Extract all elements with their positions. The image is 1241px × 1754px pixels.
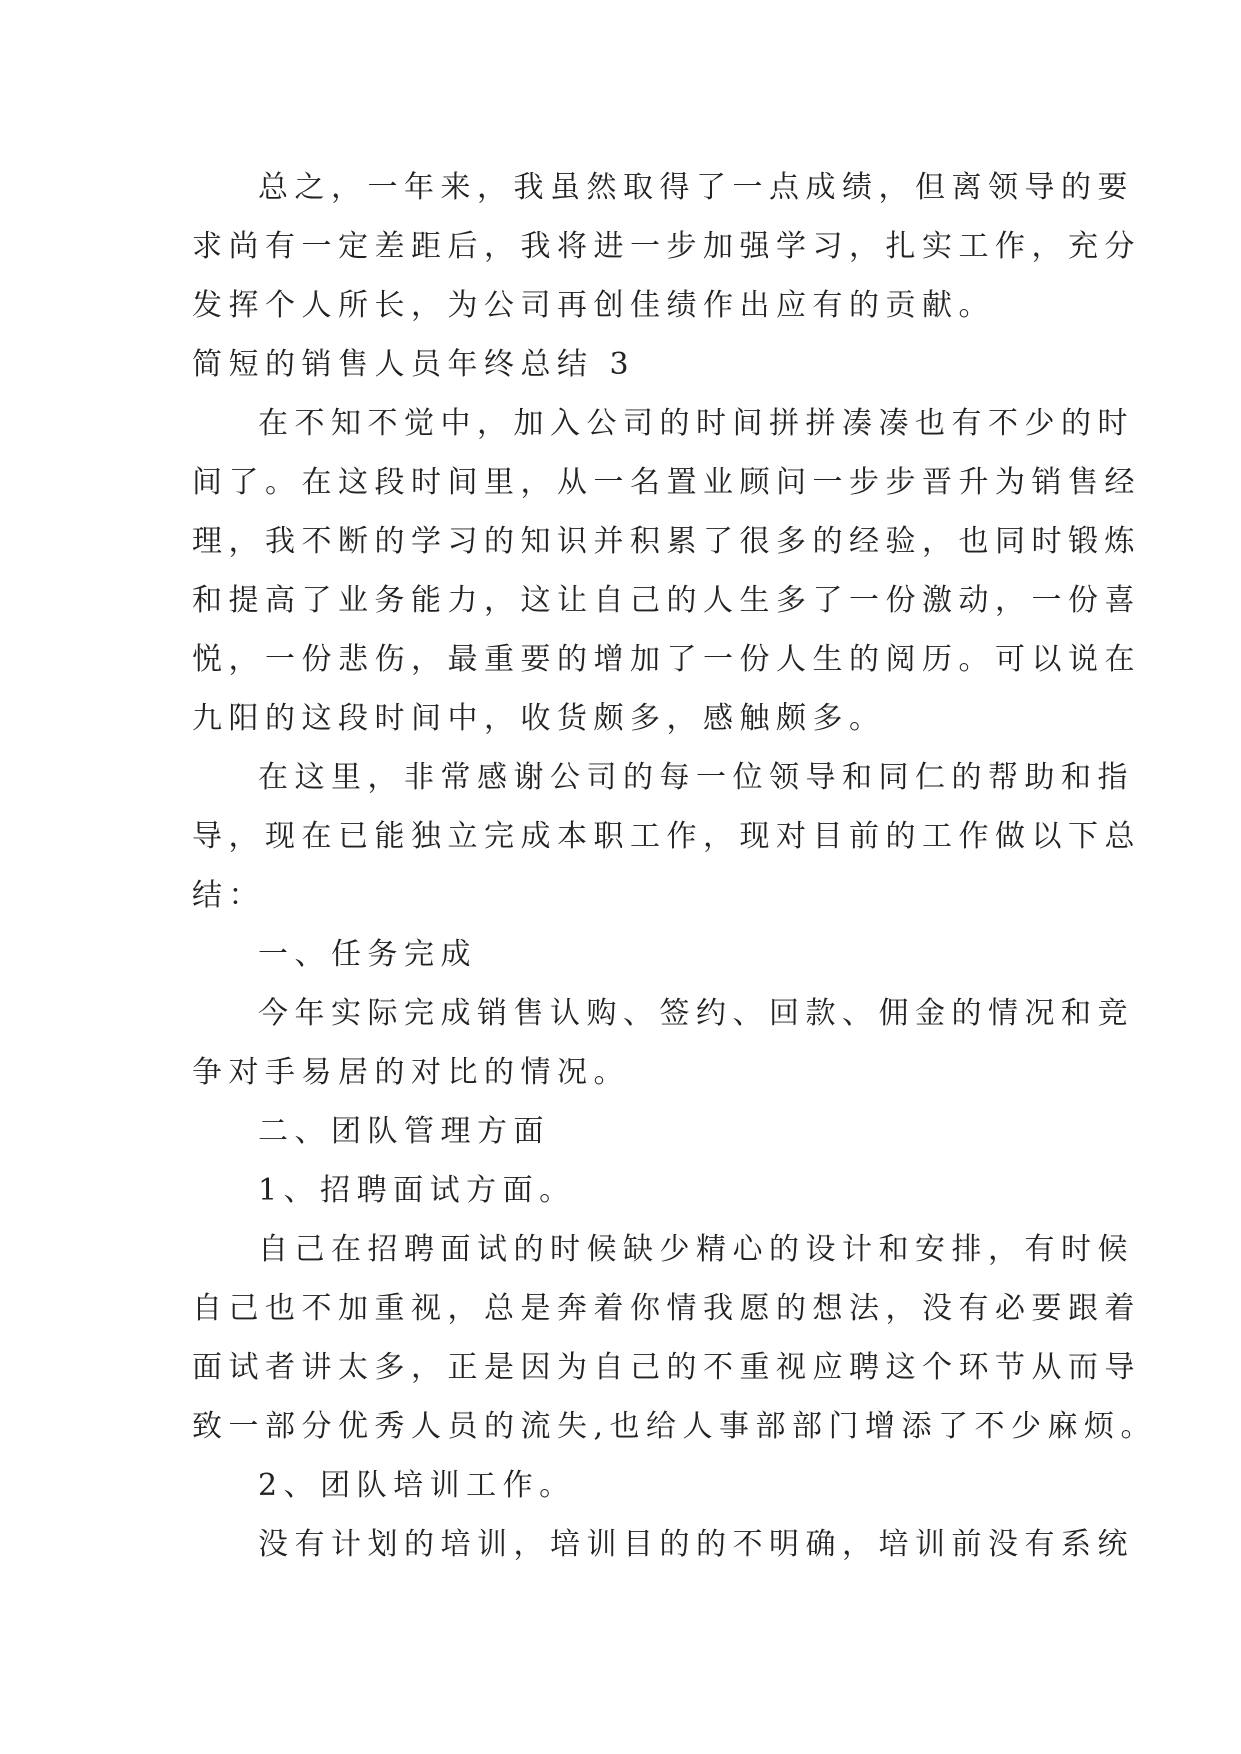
paragraph-line: 悦，一份悲伤，最重要的增加了一份人生的阅历。可以说在 <box>192 642 1141 677</box>
paragraph-line: 在不知不觉中，加入公司的时间拼拼凑凑也有不少的时 <box>258 406 1134 441</box>
paragraph-line: 面试者讲太多，正是因为自己的不重视应聘这个环节从而导 <box>192 1350 1141 1385</box>
paragraph-line: 在这里，非常感谢公司的每一位领导和同仁的帮助和指 <box>258 760 1134 795</box>
paragraph-line: 导，现在已能独立完成本职工作，现对目前的工作做以下总 <box>192 819 1141 854</box>
paragraph-line: 自己在招聘面试的时候缺少精心的设计和安排，有时候 <box>258 1232 1134 1267</box>
paragraph-line: 今年实际完成销售认购、签约、回款、佣金的情况和竞 <box>258 996 1134 1031</box>
paragraph-line: 自己也不加重视，总是奔着你情我愿的想法，没有必要跟着 <box>192 1291 1141 1326</box>
paragraph-line: 和提高了业务能力，这让自己的人生多了一份激动，一份喜 <box>192 583 1141 618</box>
paragraph-line: 间了。在这段时间里，从一名置业顾问一步步晋升为销售经 <box>192 465 1141 500</box>
subheading: 2、团队培训工作。 <box>258 1468 576 1503</box>
paragraph-line: 九阳的这段时间中，收货颇多，感触颇多。 <box>192 701 886 736</box>
paragraph-line: 致一部分优秀人员的流失,也给人事部部门增添了不少麻烦。 <box>192 1409 1158 1444</box>
subheading: 二、团队管理方面 <box>258 1114 550 1149</box>
paragraph-line: 没有计划的培训，培训目的的不明确，培训前没有系统 <box>258 1527 1134 1562</box>
section-heading: 简短的销售人员年终总结 3 <box>192 347 636 382</box>
paragraph-line: 结： <box>192 878 265 913</box>
subheading: 一、任务完成 <box>258 937 477 972</box>
paragraph-line: 发挥个人所长，为公司再创佳绩作出应有的贡献。 <box>192 288 995 323</box>
paragraph-line: 总之，一年来，我虽然取得了一点成绩，但离领导的要 <box>258 170 1134 205</box>
subheading: 1、招聘面试方面。 <box>258 1173 576 1208</box>
document-body <box>192 158 1158 1574</box>
paragraph-line: 争对手易居的对比的情况。 <box>192 1055 630 1090</box>
paragraph-line: 理，我不断的学习的知识并积累了很多的经验，也同时锻炼 <box>192 524 1141 559</box>
paragraph-line: 求尚有一定差距后，我将进一步加强学习，扎实工作，充分 <box>192 229 1141 264</box>
